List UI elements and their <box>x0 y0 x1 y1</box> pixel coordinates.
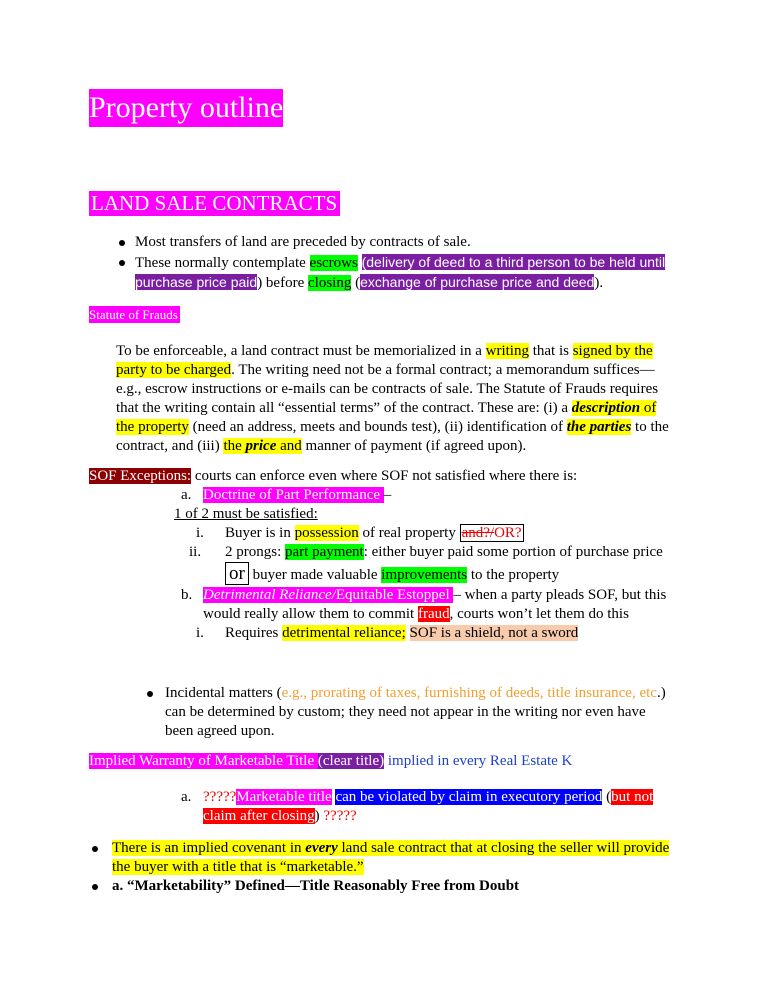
exception-i: Buyer is in possession of real property and?/OR? <box>225 525 522 541</box>
highlight-fraud: fraud <box>417 606 450 622</box>
exception-i-marker: i. <box>196 525 204 541</box>
claim-after-closing: claim after closing <box>203 808 315 824</box>
covenant-text: There is an implied covenant in <box>112 840 306 856</box>
highlight-description: description <box>571 400 641 416</box>
sof-exceptions: SOF Exceptions: courts can enforce even where SOF not satisfied where there is: <box>89 468 578 484</box>
bullet-dot <box>119 240 125 246</box>
sof-line-5: the property (need an address, meets and bounds test), (ii) identification of the parties to the <box>116 419 669 435</box>
intro-bullet-2-line2: purchase price paid) before closing (exchange of purchase price and deed). <box>135 274 604 291</box>
bullet-dot <box>119 260 125 266</box>
highlight-part-payment: part payment <box>285 544 364 560</box>
warranty-note: implied in every Real Estate K <box>384 753 573 769</box>
warranty-a-line2: claim after closing) ????? <box>203 808 357 824</box>
and-or-box: and?/OR? <box>461 525 522 541</box>
marketable-title: Marketable title <box>236 789 332 805</box>
part-performance: Doctrine of Part Performance <box>203 487 384 503</box>
exception-b-line2: would really allow them to commit fraud, courts won’t let them do this <box>203 606 629 622</box>
clear-title: (clear title) <box>317 753 385 769</box>
marketability-defined: a. “Marketability” Defined—Title Reasonably Free from Doubt <box>112 878 520 894</box>
bullet-dot <box>92 846 98 852</box>
incidental-line-1: Incidental matters (e.g., prorating of taxes, furnishing of deeds, title insurance, etc.) <box>165 685 666 701</box>
or-box: or <box>225 562 249 585</box>
warranty-title: Implied Warranty of Marketable Title <box>89 753 318 769</box>
sof-line-1: To be enforceable, a land contract must be memorialized in a writing that is signed by the <box>116 343 653 359</box>
covenant-line-1: There is an implied covenant in every land sale contract that at closing the seller will provide <box>112 840 670 856</box>
sof-line-6: contract, and (iii) the price and manner of payment (if agreed upon). <box>116 438 527 454</box>
exception-bi-marker: i. <box>196 625 204 641</box>
bullet-dot <box>92 884 98 890</box>
sof-line-2: party to be charged. The writing need not be a formal contract; a memorandum suffices— <box>116 362 655 378</box>
highlight-parties: the parties <box>566 419 632 435</box>
exception-b-marker: b. <box>181 587 193 603</box>
exception-a-marker: a. <box>181 487 192 503</box>
highlight-closing: closing <box>308 275 352 291</box>
highlight-shield: SOF is a shield, not a sword <box>409 625 579 641</box>
section-heading: LAND SALE CONTRACTS <box>89 191 340 216</box>
page-title: Property outline <box>89 89 283 127</box>
sof-heading: Statute of Frauds <box>89 307 178 322</box>
detrimental-reliance: Detrimental Reliance/ <box>203 587 336 603</box>
warranty-a: ?????Marketable title can be violated by claim in executory period (but not <box>203 789 654 805</box>
intro-bullet-2 <box>135 253 665 273</box>
warranty-a-marker: a. <box>181 789 192 805</box>
exceptions-label: SOF Exceptions: <box>89 468 192 484</box>
highlight-every: every <box>305 840 338 856</box>
escrow-definition-cont: purchase price paid <box>135 274 258 290</box>
text: These normally contemplate <box>135 255 310 271</box>
exception-ii: 2 prongs: part payment: either buyer paid some portion of purchase price <box>225 544 663 560</box>
highlight-signed-cont: party to be charged <box>116 362 232 378</box>
escrow-definition: (delivery of deed to a third person to be held until <box>361 254 666 270</box>
sof-line-4: that the writing contain all “essential terms” of the contract. These are: (i) a description of <box>116 400 657 416</box>
covenant-line-2: the buyer with a title that is “marketable.” <box>112 859 364 875</box>
highlight-writing: writing <box>485 343 529 359</box>
exception-b: Detrimental Reliance/Equitable Estoppel – when a party pleads SOF, but this <box>203 587 667 603</box>
highlight-detrimental-reliance: detrimental reliance; <box>282 625 406 641</box>
exception-ii-marker: ii. <box>189 544 202 560</box>
but-not: but not <box>611 789 654 805</box>
highlight-improvements: improvements <box>381 567 468 583</box>
equitable-estoppel: Equitable Estoppel <box>335 587 454 603</box>
exception-ii-line2: or buyer made valuable improvements to the property <box>225 563 559 586</box>
executory-period: can be violated by claim in executory period <box>335 789 603 805</box>
warranty-heading <box>89 752 572 771</box>
highlight-property: the property <box>116 419 189 435</box>
exception-a: Doctrine of Part Performance – <box>203 487 392 503</box>
highlight-possession: possession <box>294 525 359 541</box>
incidental-line-2: can be determined by custom; they need not appear in the writing nor even have <box>165 704 646 720</box>
sof-line-3: e.g., escrow instructions or e-mails can be contracts of sale. The Statute of Frauds requires <box>116 381 659 397</box>
highlight-escrows: escrows <box>309 255 358 271</box>
closing-definition: exchange of purchase price and deed <box>360 274 595 290</box>
highlight-signed: signed by the <box>572 343 653 359</box>
incidental-examples: e.g., prorating of taxes, furnishing of deeds, title insurance, etc <box>281 685 657 701</box>
incidental-line-3: been agreed upon. <box>165 723 275 739</box>
exception-a-note: 1 of 2 must be satisfied: <box>174 506 318 522</box>
intro-bullet-1: Most transfers of land are preceded by contracts of sale. <box>135 234 471 250</box>
bullet-dot <box>147 691 153 697</box>
highlight-price: price <box>245 438 277 454</box>
exception-bi: Requires detrimental reliance; SOF is a shield, not a sword <box>225 625 579 641</box>
